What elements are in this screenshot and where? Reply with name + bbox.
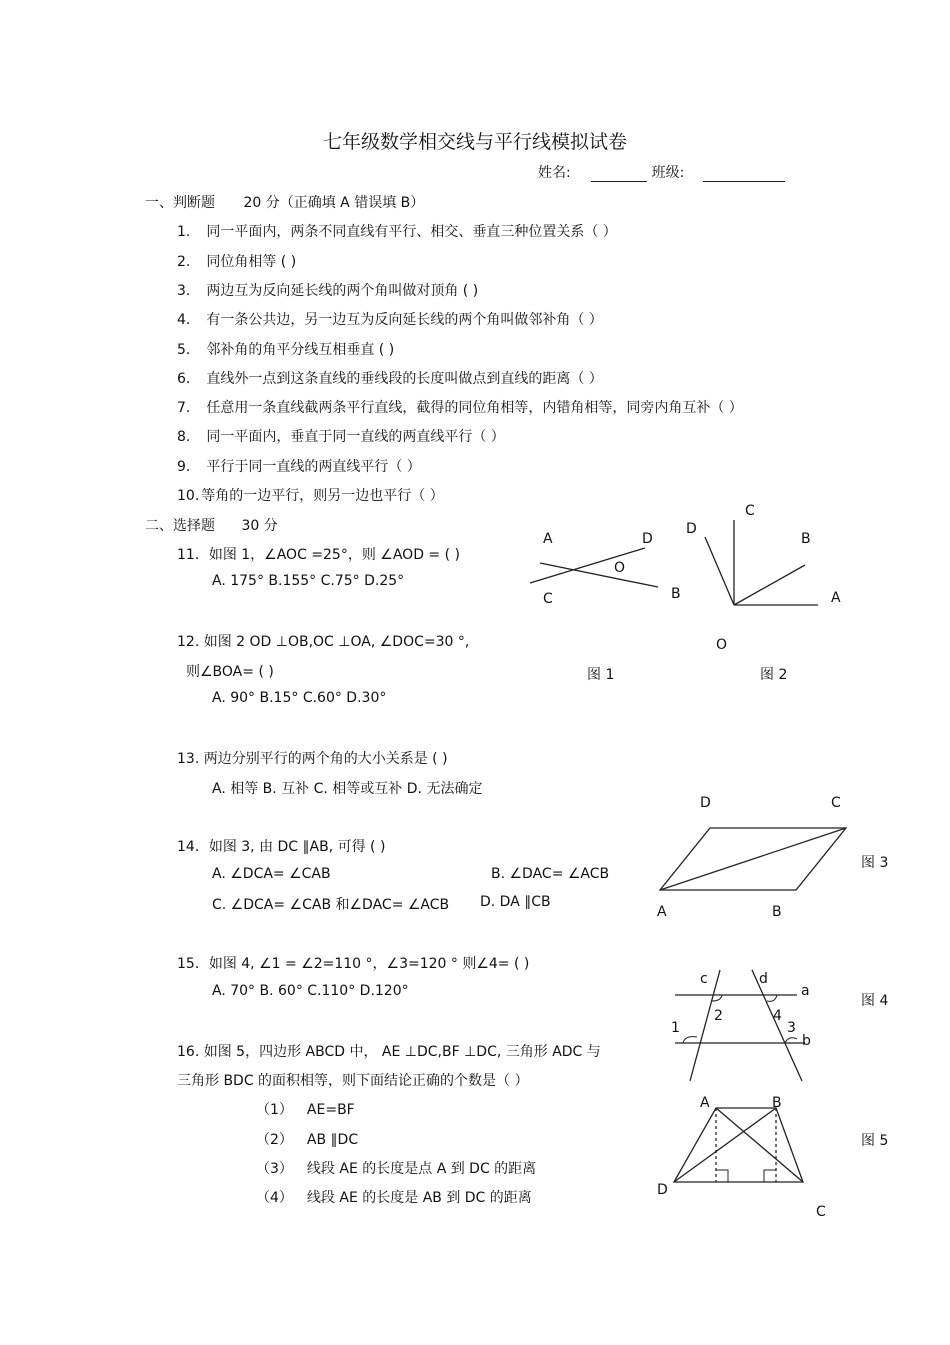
fig5-diagonal-bd xyxy=(674,1108,776,1182)
q16-item-text: AB ∥DC xyxy=(306,1132,359,1148)
tf-item-text: 等角的一边平行，则另一边也平行（ ） xyxy=(201,488,444,504)
tf-item-num: 1. xyxy=(177,224,191,240)
fig1-label-b: B xyxy=(671,586,681,602)
fig4-label-a: a xyxy=(801,983,810,999)
tf-item-text: 同位角相等 ( ) xyxy=(206,254,297,270)
tf-item-num: 3. xyxy=(177,283,191,299)
tf-item-text: 任意用一条直线截两条平行直线，截得的同位角相等，内错角相等，同旁内角互补（ ） xyxy=(206,400,743,416)
tf-item-num: 4. xyxy=(177,312,191,328)
fig4-label-2: 2 xyxy=(714,1008,723,1024)
tf-item-num: 8. xyxy=(177,429,191,445)
name-blank xyxy=(591,167,647,182)
tf-item-num: 5. xyxy=(177,342,191,358)
fig2-label-o: O xyxy=(716,637,728,653)
q16-item-text: 线段 AE 的长度是点 A 到 DC 的距离 xyxy=(306,1161,537,1177)
fig1-line-cd xyxy=(530,548,645,583)
q16-item-num: （4） xyxy=(256,1190,293,1206)
q14-option-c: C. ∠DCA= ∠CAB 和∠DAC= ∠ACB xyxy=(212,897,450,913)
tf-item-text: 同一平面内，垂直于同一直线的两直线平行（ ） xyxy=(206,429,505,445)
fig3-label-d: D xyxy=(700,795,711,811)
section1-heading: 一、判断题 xyxy=(145,195,215,211)
fig5-label-a: A xyxy=(700,1095,710,1111)
tf-item-5 xyxy=(177,339,394,359)
tf-item-text: 同一平面内，两条不同直线有平行、相交、垂直三种位置关系（ ） xyxy=(206,224,617,240)
tf-item-num: 10. xyxy=(177,488,200,504)
name-label: 姓名: xyxy=(538,165,571,181)
tf-item-text: 邻补角的角平分线互相垂直 ( ) xyxy=(206,342,395,358)
q16-item-3 xyxy=(256,1158,536,1178)
q14-option-d: D. DA ∥CB xyxy=(480,894,551,910)
q16-item-4 xyxy=(256,1187,532,1207)
tf-item-num: 2. xyxy=(177,254,191,270)
tf-item-text: 平行于同一直线的两直线平行（ ） xyxy=(206,459,421,475)
q15-stem: 15．如图 4, ∠1 = ∠2=110 °，∠3=120 ° 则∠4= ( ) xyxy=(177,956,530,972)
q16-item-2 xyxy=(256,1129,358,1149)
fig5-right-angle-f xyxy=(764,1170,776,1182)
q11-options: A. 175° B.155° C.75° D.25° xyxy=(212,573,405,589)
fig5-label-d: D xyxy=(657,1182,668,1198)
q16-item-text: 线段 AE 的长度是 AB 到 DC 的距离 xyxy=(306,1190,532,1206)
fig4-angle-3-arc xyxy=(785,1038,797,1043)
tf-item-4 xyxy=(177,309,603,329)
fig2-label-d: D xyxy=(686,521,697,537)
section1-header xyxy=(145,192,424,212)
q16-stem-1: 16. 如图 5，四边形 ABCD 中， AE ⊥DC,BF ⊥DC, 三角形 ADC 与 xyxy=(177,1044,601,1060)
tf-item-7 xyxy=(177,397,743,417)
q16-item-text: AE=BF xyxy=(306,1102,355,1118)
q12-stem: 12. 如图 2 OD ⊥OB,OC ⊥OA, ∠DOC=30 °, xyxy=(177,634,470,650)
section1-score: 20 分（正确填 A 错误填 B） xyxy=(243,195,425,211)
section2-heading: 二、选择题 xyxy=(145,518,215,534)
tf-item-10 xyxy=(177,485,444,505)
q13-options: A. 相等 B. 互补 C. 相等或互补 D. 无法确定 xyxy=(212,781,483,797)
fig3-label-b: B xyxy=(772,904,782,920)
fig2-label-a: A xyxy=(831,590,841,606)
class-blank xyxy=(703,167,785,182)
fig1-label-c: C xyxy=(543,591,553,607)
fig4-label-3: 3 xyxy=(787,1020,796,1036)
fig5-trapezoid xyxy=(674,1108,803,1182)
fig5-caption: 图 5 xyxy=(861,1133,889,1149)
fig4-angle-4-arc xyxy=(767,995,777,1001)
q12-stem-2: 则∠BOA= ( ) xyxy=(186,664,274,680)
tf-item-num: 9. xyxy=(177,459,191,475)
tf-item-9 xyxy=(177,456,421,476)
q11-stem: 11．如图 1，∠AOC =25°，则 ∠AOD = ( ) xyxy=(177,547,460,563)
fig4-angle-1-arc xyxy=(683,1037,697,1043)
q14-option-b: B. ∠DAC= ∠ACB xyxy=(491,866,610,882)
figure-2 xyxy=(680,495,850,655)
fig3-caption: 图 3 xyxy=(861,855,889,871)
class-label: 班级: xyxy=(651,165,685,181)
tf-item-text: 两边互为反向延长线的两个角叫做对顶角 ( ) xyxy=(206,283,479,299)
fig1-caption: 图 1 xyxy=(587,667,615,683)
fig5-label-c: C xyxy=(816,1204,826,1220)
section2-header xyxy=(145,515,278,535)
q16-item-num: （1） xyxy=(256,1102,293,1118)
fig1-label-o: O xyxy=(614,560,626,576)
fig3-label-a: A xyxy=(657,904,667,920)
fig5-label-b: B xyxy=(772,1095,782,1111)
name-field xyxy=(538,162,785,182)
tf-item-text: 有一条公共边，另一边互为反向延长线的两个角叫做邻补角（ ） xyxy=(206,312,603,328)
tf-item-num: 6. xyxy=(177,371,191,387)
tf-item-2 xyxy=(177,251,296,271)
figure-3 xyxy=(650,790,860,925)
tf-item-1 xyxy=(177,221,617,241)
q12-options: A. 90° B.15° C.60° D.30° xyxy=(212,690,387,706)
fig1-label-a: A xyxy=(543,531,553,547)
tf-item-6 xyxy=(177,368,603,388)
fig2-label-c: C xyxy=(745,503,755,519)
tf-item-3 xyxy=(177,280,478,300)
fig1-label-d: D xyxy=(642,531,653,547)
fig2-caption: 图 2 xyxy=(760,667,788,683)
q13-stem: 13. 两边分别平行的两个角的大小关系是 ( ) xyxy=(177,751,448,767)
figure-1 xyxy=(520,525,680,610)
q14-option-a: A. ∠DCA= ∠CAB xyxy=(212,866,331,882)
fig5-right-angle-e xyxy=(716,1170,728,1182)
tf-item-8 xyxy=(177,426,505,446)
section2-score: 30 分 xyxy=(241,518,278,534)
tf-item-num: 7. xyxy=(177,400,191,416)
fig2-ray-od xyxy=(705,537,734,605)
fig2-ray-ob xyxy=(734,565,805,605)
q14-stem: 14．如图 3, 由 DC ∥AB, 可得 ( ) xyxy=(177,839,386,855)
figure-4 xyxy=(665,965,825,1085)
fig4-label-1: 1 xyxy=(671,1020,680,1036)
fig4-label-d: d xyxy=(759,971,768,987)
fig4-label-c: c xyxy=(700,971,708,987)
q16-item-num: （3） xyxy=(256,1161,293,1177)
tf-item-text: 直线外一点到这条直线的垂线段的长度叫做点到直线的距离（ ） xyxy=(206,371,603,387)
q16-item-1 xyxy=(256,1099,355,1119)
fig3-diagonal-ac xyxy=(660,828,846,890)
q16-item-num: （2） xyxy=(256,1132,293,1148)
q15-options: A. 70° B. 60° C.110° D.120° xyxy=(212,983,409,999)
figure-5 xyxy=(650,1090,840,1225)
fig2-label-b: B xyxy=(801,531,811,547)
fig3-label-c: C xyxy=(831,795,841,811)
fig4-label-b: b xyxy=(802,1033,811,1049)
q16-stem-2: 三角形 BDC 的面积相等，则下面结论正确的个数是（ ） xyxy=(177,1073,529,1089)
fig4-label-4: 4 xyxy=(773,1008,782,1024)
page-title: 七年级数学相交线与平行线模拟试卷 xyxy=(322,131,627,153)
fig4-caption: 图 4 xyxy=(861,993,889,1009)
